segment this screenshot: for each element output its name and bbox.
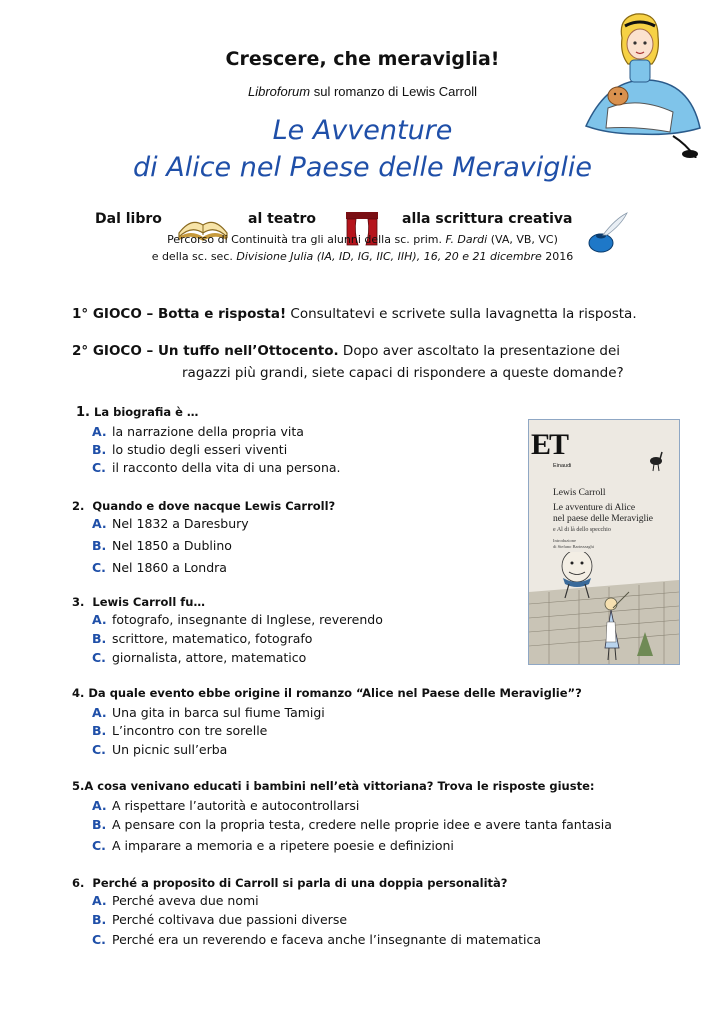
option-letter: B.	[92, 631, 107, 646]
info-line-1-post: (VA, VB, VC)	[487, 233, 558, 246]
option-text: Nel 1850 a Dublino	[112, 538, 232, 553]
option-letter: B.	[92, 817, 107, 832]
option	[92, 442, 287, 457]
option	[92, 631, 312, 646]
option-text: fotografo, insegnante di Inglese, reverendo	[112, 612, 383, 627]
option-letter: C.	[92, 838, 106, 853]
option	[92, 424, 304, 439]
option	[92, 560, 227, 575]
option	[92, 650, 306, 665]
option-letter: A.	[92, 612, 107, 627]
book-cover-image	[528, 419, 680, 665]
option	[92, 516, 249, 531]
question-text: Da quale evento ebbe origine il romanzo “Alice nel Paese delle Meraviglie”?	[88, 686, 582, 700]
option-letter: B.	[92, 442, 107, 457]
game-1-title: 1° GIOCO – Botta e risposta!	[72, 306, 287, 322]
cover-publisher: Einaudi	[553, 463, 572, 469]
question-number: 3.	[72, 595, 85, 609]
option-text: Perché era un reverendo e faceva anche l’insegnante di matematica	[112, 932, 542, 947]
option-letter: A.	[92, 705, 107, 720]
game-2-title: 2° GIOCO – Un tuffo nell’Ottocento.	[72, 343, 339, 359]
info-line-2	[0, 250, 725, 263]
tagline-libro: Dal libro	[95, 211, 162, 227]
question-4	[72, 686, 582, 700]
option	[92, 705, 325, 720]
info-line-2-pre: e della sc. sec.	[151, 250, 237, 263]
cover-intro	[553, 538, 594, 550]
cover-intro-line1: Introduzione	[553, 538, 576, 543]
option	[92, 817, 612, 832]
game-1	[72, 306, 692, 322]
option	[92, 612, 383, 627]
option-text: Perché coltivava due passioni diverse	[112, 912, 348, 927]
option-letter: C.	[92, 460, 106, 475]
info-line-1-em: F. Dardi	[445, 233, 488, 246]
cover-author: Lewis Carroll	[553, 488, 606, 498]
page-title: Crescere, che meraviglia!	[225, 48, 500, 70]
question-2	[72, 499, 335, 513]
cover-title-line2: nel paese delle Meraviglie	[553, 514, 653, 524]
page-subtitle	[0, 84, 725, 99]
option	[92, 723, 267, 738]
option-text: A rispettare l’autorità e autocontrollarsi	[112, 798, 360, 813]
subtitle-rest: sul romanzo di Lewis Carroll	[310, 84, 478, 99]
option-text: Nel 1832 a Daresbury	[112, 516, 249, 531]
game-1-text: Consultatevi e scrivete sulla lavagnetta la risposta.	[286, 306, 637, 322]
option-text: giornalista, attore, matematico	[112, 650, 307, 665]
cover-title-line1: Le avventure di Alice	[553, 503, 636, 513]
option-letter: B.	[92, 538, 107, 553]
info-line-1-pre: Percorso di Continuità tra gli alunni della sc. prim.	[167, 233, 446, 246]
option-text: Perché aveva due nomi	[112, 893, 259, 908]
question-text: A cosa venivano educati i bambini nell’età vittoriana? Trova le risposte giuste:	[84, 779, 595, 793]
cover-intro-line2: di Stefano Bartezzaghi	[553, 544, 594, 549]
game-2	[72, 343, 692, 359]
option	[92, 912, 347, 927]
option	[92, 838, 454, 853]
subtitle-em: Libroforum	[247, 84, 311, 99]
question-1	[76, 405, 198, 420]
option-text: lo studio degli esseri viventi	[112, 442, 288, 457]
cover-illustration	[529, 552, 679, 665]
option	[92, 742, 227, 757]
option-text: il racconto della vita di una persona.	[112, 460, 341, 475]
option-letter: C.	[92, 932, 106, 947]
option-letter: A.	[92, 424, 107, 439]
option	[92, 798, 359, 813]
option-text: A pensare con la propria testa, credere nelle proprie idee e avere tanta fantasia	[112, 817, 612, 832]
game-2-text: Dopo aver ascoltato la presentazione dei	[338, 343, 621, 359]
question-3	[72, 595, 205, 609]
question-text: Lewis Carroll fu…	[92, 595, 205, 609]
option	[92, 893, 259, 908]
option-letter: A.	[92, 893, 107, 908]
option-text: Una gita in barca sul fiume Tamigi	[112, 705, 325, 720]
question-number: 6.	[72, 876, 85, 890]
option-letter: B.	[92, 912, 107, 927]
option-letter: A.	[92, 516, 107, 531]
option	[92, 932, 541, 947]
option-text: L’incontro con tre sorelle	[112, 723, 268, 738]
option-letter: C.	[92, 560, 106, 575]
info-line-2-em: Divisione Julia (IA, ID, IG, IIC, IIH), 16, 20 e 21 dicembre	[236, 250, 542, 263]
option-text: la narrazione della propria vita	[112, 424, 304, 439]
option	[92, 460, 341, 475]
tagline-teatro: al teatro	[248, 211, 316, 227]
book-title-line1: Le Avventure	[272, 115, 453, 146]
option-letter: A.	[92, 798, 107, 813]
question-number: 2.	[72, 499, 85, 513]
info-line-1	[0, 233, 725, 246]
option-text: Nel 1860 a Londra	[112, 560, 227, 575]
question-number: 1.	[76, 405, 90, 420]
option-letter: C.	[92, 650, 106, 665]
ostrich-icon	[647, 450, 665, 476]
question-5	[72, 779, 594, 793]
option-text: A imparare a memoria e a ripetere poesie e definizioni	[112, 838, 454, 853]
book-title-line2: di Alice nel Paese delle Meraviglie	[133, 152, 592, 183]
question-number: 5.	[72, 779, 85, 793]
question-text: La biografia è …	[94, 405, 199, 419]
question-text: Perché a proposito di Carroll si parla di una doppia personalità?	[92, 876, 508, 890]
option-text: scrittore, matematico, fotografo	[112, 631, 313, 646]
option-letter: C.	[92, 742, 106, 757]
question-6	[72, 876, 507, 890]
question-text: Quando e dove nacque Lewis Carroll?	[92, 499, 336, 513]
game-2-text-cont: ragazzi più grandi, siete capaci di rispondere a queste domande?	[182, 365, 624, 381]
info-line-2-post: 2016	[541, 250, 574, 263]
tagline-scrittura: alla scrittura creativa	[402, 211, 573, 227]
cover-publisher-mark: ET	[531, 428, 568, 461]
option-text: Un picnic sull’erba	[112, 742, 228, 757]
option-letter: B.	[92, 723, 107, 738]
option	[92, 538, 232, 553]
question-number: 4.	[72, 686, 85, 700]
tagline	[95, 206, 595, 232]
cover-subtitle: e Al di là dello specchio	[553, 527, 611, 533]
